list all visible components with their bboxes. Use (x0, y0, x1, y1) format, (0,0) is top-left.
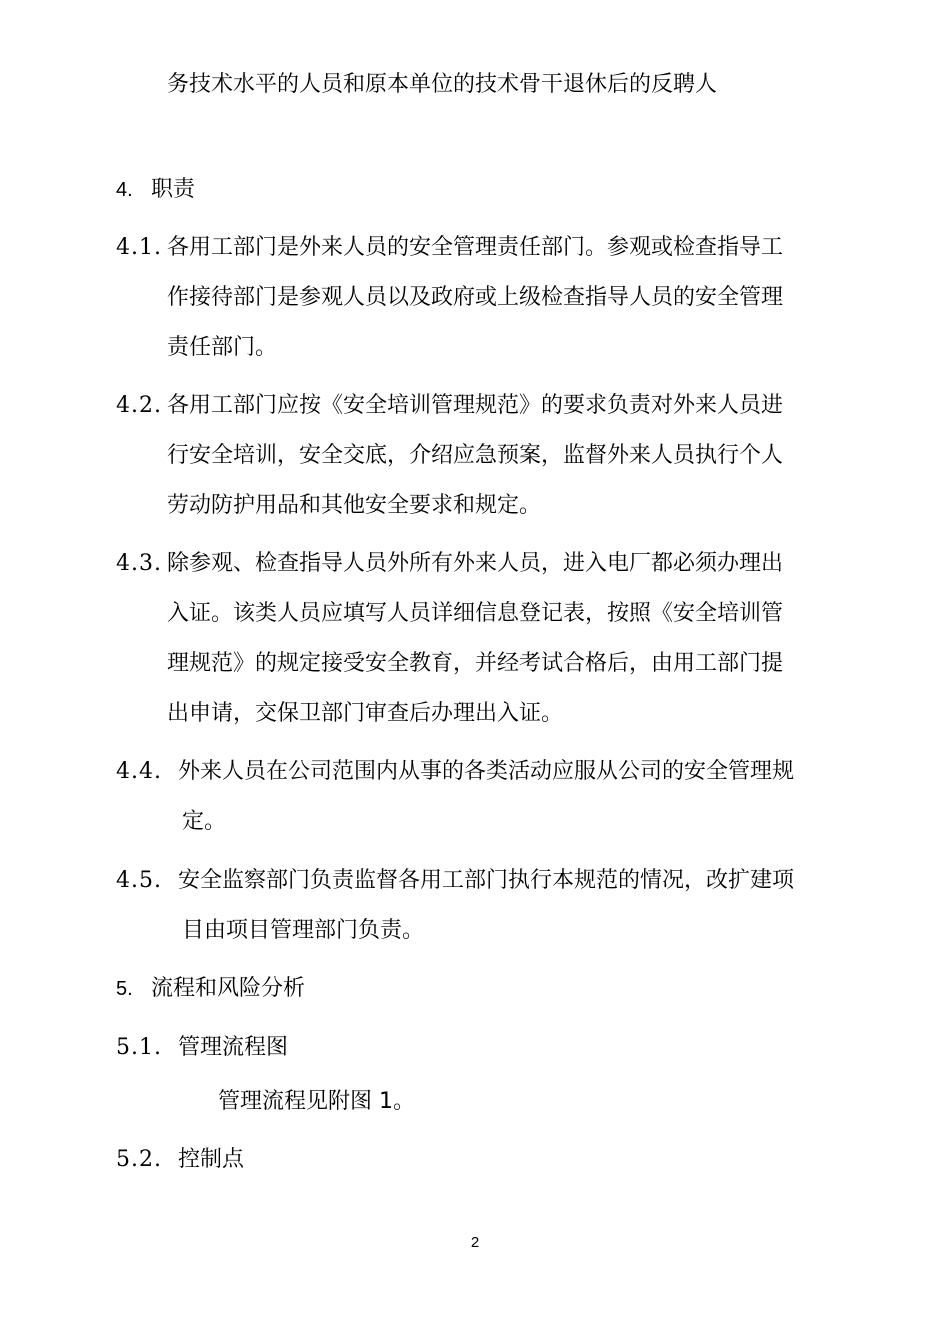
clause-number: 4.1. (116, 235, 162, 260)
clause-line: 各用工部门应按《安全培训管理规范》的要求负责对外来人员进 (167, 393, 784, 418)
clause-line: 定。 (182, 809, 227, 834)
clause-line: 出申请，交保卫部门审查后办理出入证。 (167, 701, 564, 726)
clause-line: 劳动防护用品和其他安全要求和规定。 (167, 493, 542, 518)
clause-number: 4.4. (116, 759, 162, 784)
clause-line: 入证。该类人员应填写人员详细信息登记表，按照《安全培训管 (167, 601, 784, 626)
clause-line: 各用工部门是外来人员的安全管理责任部门。参观或检查指导工 (167, 235, 784, 260)
clause-line: 安全监察部门负责监督各用工部门执行本规范的情况，改扩建项 (178, 868, 795, 893)
clause-number: 4.5. (116, 868, 162, 893)
clause-line: 行安全培训，安全交底，介绍应急预案，监督外来人员执行个人 (167, 443, 784, 468)
section-4-number: 4. (116, 179, 133, 201)
clause-line: 目由项目管理部门负责。 (182, 918, 425, 943)
clause-number: 4.3. (116, 551, 162, 576)
carryover-line: 务技术水平的人员和原本单位的技术骨干退休后的反聘人 (167, 72, 718, 97)
section-5-number: 5. (116, 978, 133, 1000)
section-5-title: 流程和风险分析 (151, 976, 306, 1001)
page-number: 2 (470, 1234, 480, 1251)
clause-body: 管理流程见附图 1。 (218, 1089, 415, 1114)
clause-line: 除参观、检查指导人员外所有外来人员，进入电厂都必须办理出 (167, 551, 784, 576)
clause-number: 5.2. (116, 1147, 162, 1172)
clause-line: 外来人员在公司范围内从事的各类活动应服从公司的安全管理规 (178, 759, 795, 784)
clause-title: 控制点 (178, 1147, 245, 1172)
clause-line: 理规范》的规定接受安全教育，并经考试合格后，由用工部门提 (167, 651, 784, 676)
clause-line: 责任部门。 (167, 335, 278, 360)
clause-title: 管理流程图 (178, 1035, 289, 1060)
clause-number: 5.1. (116, 1035, 162, 1060)
clause-line: 作接待部门是参观人员以及政府或上级检查指导人员的安全管理 (167, 285, 784, 310)
section-4-title: 职责 (151, 177, 196, 202)
clause-number: 4.2. (116, 393, 162, 418)
